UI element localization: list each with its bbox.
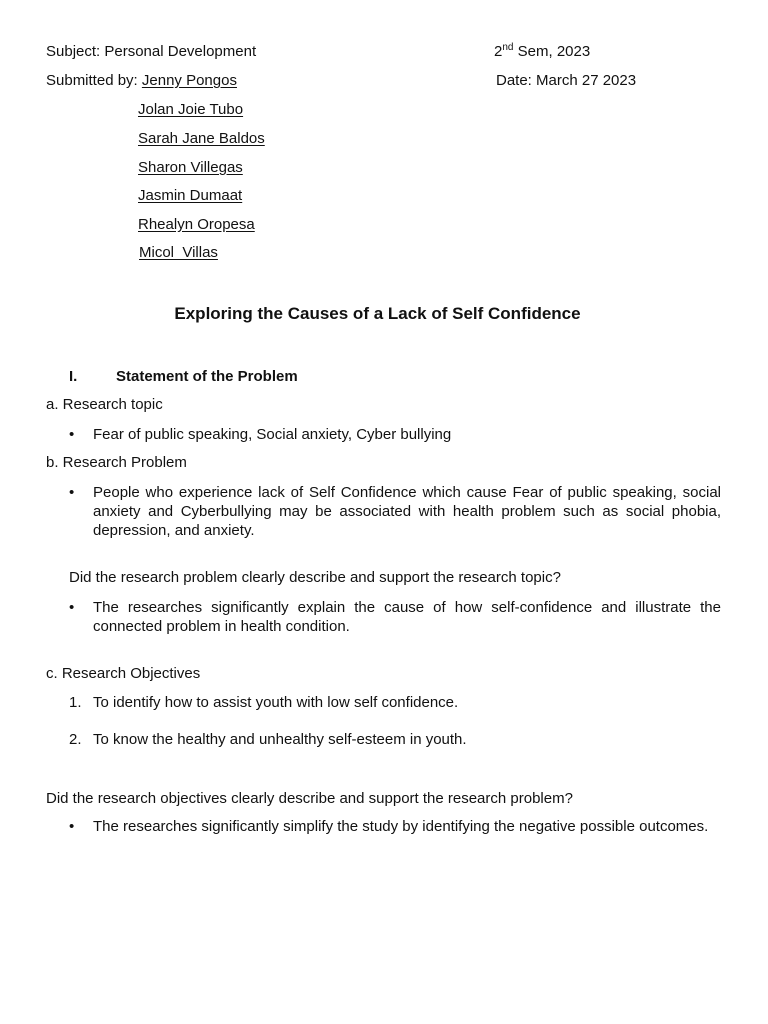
- answer-problem-support: The researches significantly explain the cause of how self-confidence and illustrate the connected problem in health condition.: [93, 599, 721, 635]
- objective-number: 1.: [69, 694, 82, 711]
- objective-text: To identify how to assist youth with low self confidence.: [93, 694, 459, 711]
- semester-line: [494, 43, 590, 61]
- submitter-name: Jenny Pongos: [141, 72, 237, 89]
- question-problem-support: Did the research problem clearly describe and support the research topic?: [69, 569, 561, 586]
- research-topic-bullet: Fear of public speaking, Social anxiety, Cyber bullying: [93, 426, 452, 443]
- date-line: Date: March 27 2023: [496, 72, 637, 89]
- submitter-name: Sarah Jane Baldos: [138, 130, 265, 147]
- question-objectives-support: Did the research objectives clearly describe and support the research problem?: [46, 790, 573, 807]
- submitter-name: Jolan Joie Tubo: [138, 101, 244, 118]
- answer-objectives-support: The researches significantly simplify the study by identifying the negative possible outcomes.: [93, 818, 709, 835]
- subject-line: Subject: Personal Development: [46, 43, 257, 60]
- research-problem-label: b. Research Problem: [46, 454, 187, 471]
- objective-number: 2.: [69, 731, 82, 748]
- section-numeral: I.: [69, 368, 78, 385]
- submitted-by-label: Submitted by:: [46, 72, 142, 89]
- objective-text: To know the healthy and unhealthy self-esteem in youth.: [93, 731, 467, 748]
- semester-ordinal: nd: [502, 42, 514, 53]
- semester-rest: Sem, 2023: [513, 43, 591, 60]
- research-problem-bullet: People who experience lack of Self Confidence which cause Fear of public speaking, social anxiety and Cyberbullying may be associated with health problem such as social phobia, depression, and anxiety.: [93, 484, 721, 539]
- submitter-name: Micol Villas: [139, 244, 218, 261]
- section-heading: Statement of the Problem: [116, 368, 298, 385]
- research-topic-label: a. Research topic: [46, 396, 163, 413]
- submitter-name: Sharon Villegas: [138, 159, 243, 176]
- bullet-icon: •: [69, 599, 75, 616]
- submitted-by-line: [46, 72, 237, 90]
- document-title: Exploring the Causes of a Lack of Self Confidence: [174, 304, 581, 323]
- semester-number: 2: [494, 43, 503, 60]
- submitter-name: Jasmin Dumaat: [138, 187, 243, 204]
- submitter-name: Rhealyn Oropesa: [138, 216, 255, 233]
- bullet-icon: •: [69, 818, 75, 835]
- bullet-icon: •: [69, 426, 75, 443]
- bullet-icon: •: [69, 484, 75, 501]
- research-objectives-label: c. Research Objectives: [46, 665, 201, 682]
